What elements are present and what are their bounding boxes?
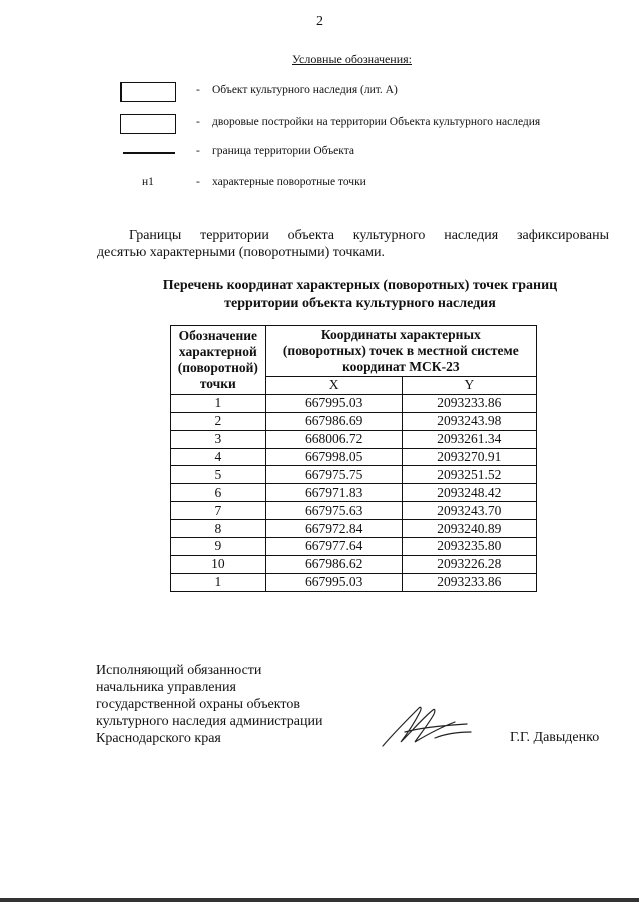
table-row [171,466,537,484]
y-cell: 2093270.91 [402,448,536,466]
table-row [171,394,537,412]
header-line: (поворотных) точек в местной системе [282,343,519,358]
y-cell: 2093235.80 [402,538,536,556]
header-line: Координаты характерных [320,327,481,342]
x-cell: 667995.03 [265,394,402,412]
paragraph-word: наследия [444,228,499,243]
header-line: точки [199,375,236,391]
x-cell: 667998.05 [265,448,402,466]
table-row [171,430,537,448]
point-cell: 3 [171,430,266,448]
table-row [171,502,537,520]
boundary-paragraph [97,227,609,261]
position-line: Краснодарского края [96,731,221,746]
header-line: координат МСК-23 [342,359,460,374]
coordinates-table [170,325,537,592]
page-number: 2 [316,14,323,29]
boundary-line-symbol [123,152,175,154]
x-cell: 668006.72 [265,430,402,448]
x-cell: 667995.03 [265,573,402,591]
position-line: начальника управления [96,680,236,695]
header-line: Обозначение [178,327,258,343]
point-cell: 4 [171,448,266,466]
table-row [171,520,537,538]
legend-dash: - [196,145,200,157]
point-cell: 1 [171,573,266,591]
paragraph-word: культурного [352,228,426,243]
point-cell: 5 [171,466,266,484]
y-cell: 2093243.98 [402,412,536,430]
x-cell: 667972.84 [265,520,402,538]
coordinates-group-header [265,326,536,377]
y-cell: 2093243.70 [402,502,536,520]
point-cell: 10 [171,555,266,573]
yard-buildings-symbol [120,114,176,134]
x-cell: 667977.64 [265,538,402,556]
x-header: X [265,377,402,395]
point-cell: 6 [171,484,266,502]
legend-label: граница территории Объекта [212,145,354,157]
paragraph-line: десятью характерными (поворотными) точками. [97,245,386,260]
point-cell: 8 [171,520,266,538]
header-line: (поворотной) [177,359,258,375]
y-cell: 2093261.34 [402,430,536,448]
handwritten-signature [375,702,475,752]
x-cell: 667986.69 [265,412,402,430]
x-cell: 667975.75 [265,466,402,484]
x-cell: 667971.83 [265,484,402,502]
paragraph-word: территории [200,228,269,243]
legend-label: Объект культурного наследия (лит. А) [212,84,398,96]
scan-edge-line [0,898,639,902]
coordinates-list-title [100,277,620,313]
point-cell: 1 [171,394,266,412]
table-row [171,412,537,430]
table-row [171,448,537,466]
position-line: Исполняющий обязанности [96,663,262,678]
point-cell: 7 [171,502,266,520]
legend-dash: - [196,84,200,96]
signatory-position [96,662,323,747]
legend-dash: - [196,176,200,188]
title-line: Перечень координат характерных (поворотных) точек границ [162,278,558,293]
table-row [171,484,537,502]
y-cell: 2093251.52 [402,466,536,484]
paragraph-word: Границы [129,228,182,243]
signatory-name: Г.Г. Давыденко [510,730,600,745]
legend-dash: - [196,116,200,128]
point-cell: 2 [171,412,266,430]
heritage-object-symbol [120,82,176,102]
position-line: культурного наследия администрации [96,714,323,729]
table-row [171,538,537,556]
turning-point-symbol: н1 [142,176,154,188]
x-cell: 667975.63 [265,502,402,520]
y-cell: 2093233.86 [402,394,536,412]
legend-label: характерные поворотные точки [212,176,366,188]
y-cell: 2093233.86 [402,573,536,591]
paragraph-word: объекта [287,228,334,243]
header-line: характерной [178,343,257,359]
y-header: Y [402,377,536,395]
table-row [171,555,537,573]
position-line: государственной охраны объектов [96,697,300,712]
x-cell: 667986.62 [265,555,402,573]
y-cell: 2093248.42 [402,484,536,502]
legend-title: Условные обозначения: [291,52,413,66]
title-line: территории объекта культурного наследия [224,296,496,311]
point-header [171,326,266,395]
legend-label: дворовые постройки на территории Объекта культурного наследия [212,116,541,128]
y-cell: 2093226.28 [402,555,536,573]
point-cell: 9 [171,538,266,556]
table-row [171,573,537,591]
paragraph-word: зафиксированы [516,228,609,243]
y-cell: 2093240.89 [402,520,536,538]
